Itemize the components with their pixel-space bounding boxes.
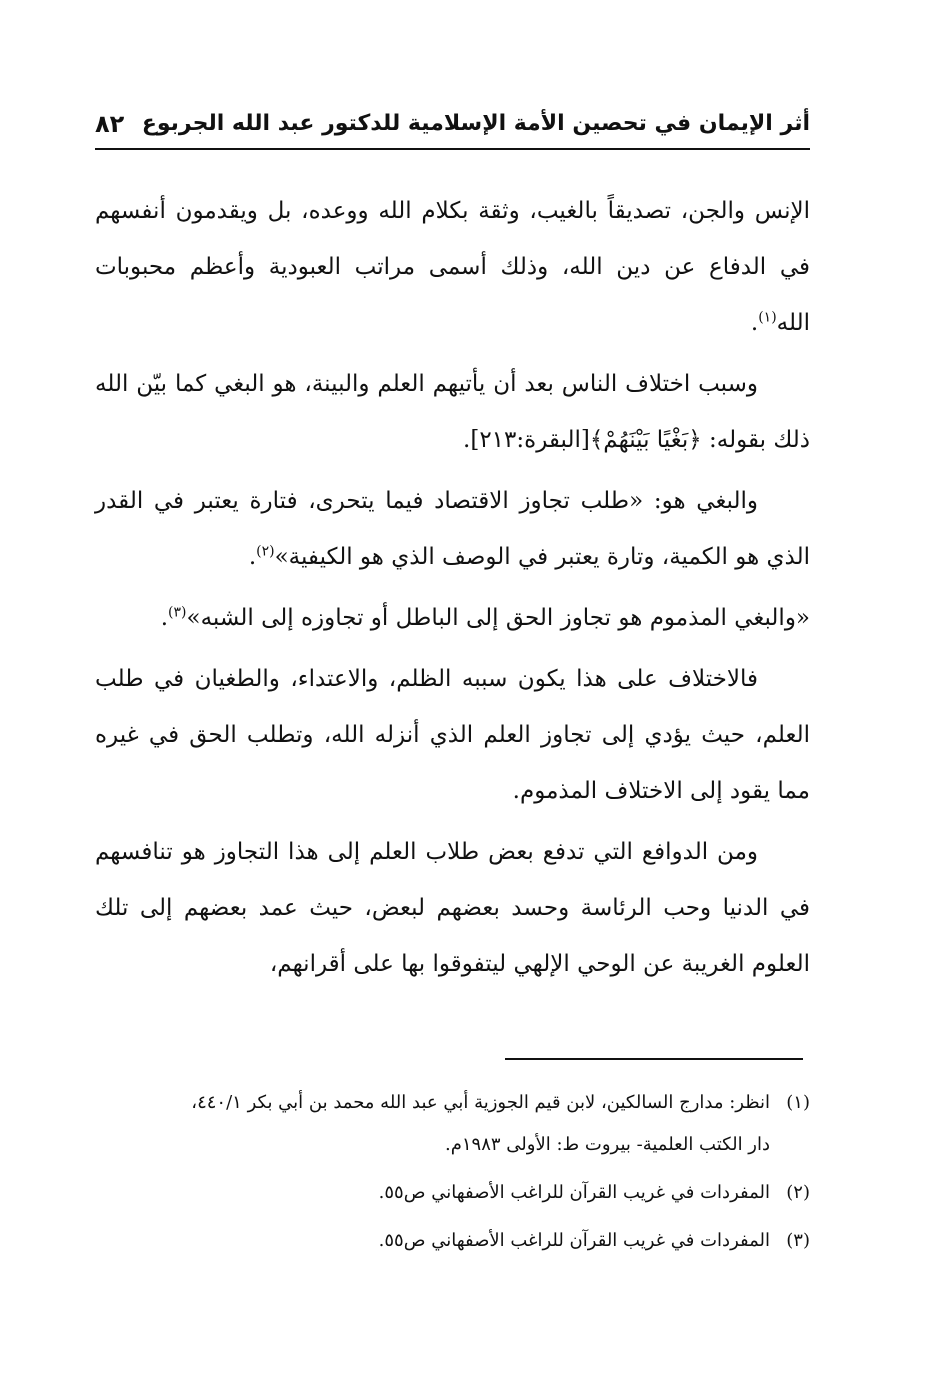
footnote-text: المفردات في غريب القرآن للراغب الأصفهاني ص٥٥. xyxy=(378,1230,770,1251)
paragraph-6: ومن الدوافع التي تدفع بعض طلاب العلم إلى هذا التجاوز هو تنافسهم في الدنيا وحب الرئاسة وحسد بعضهم لبعض، حيث عمد بعضهم إلى تلك العلوم الغريبة عن الوحي الإلهي ليتفوقوا بها على أقرانهم، xyxy=(95,839,810,977)
paragraph-1 xyxy=(95,183,810,351)
paragraph-4 xyxy=(95,590,810,646)
footnotes xyxy=(95,1082,810,1268)
paragraph-3-text: والبغي هو: «طلب تجاوز الاقتصاد فيما يتحرى، فتارة يعتبر في القدر الذي هو الكمية، وتارة يعتبر في الوصف الذي هو الكيفية» xyxy=(95,488,810,570)
footnote-ref-2[interactable]: (٢) xyxy=(256,543,275,560)
paragraph-1-end: . xyxy=(750,310,759,336)
paragraph-2: وسبب اختلاف الناس بعد أن يأتيهم العلم والبينة، هو البغي كما بيّن الله ذلك بقوله: ﴿بَغْيًا بَيْنَهُمْ﴾[البقرة:٢١٣]. xyxy=(95,371,810,453)
footnote-text: انظر: مدارج السالكين، لابن قيم الجوزية أبي عبد الله محمد بن أبي بكر ٤٤٠/١، xyxy=(191,1092,770,1113)
paragraph-4-text: «والبغي المذموم هو تجاوز الحق إلى الباطل أو تجاوزه إلى الشبه» xyxy=(186,605,810,631)
page-number: ٨٢ xyxy=(95,110,125,138)
footnote-number: (١) xyxy=(786,1092,810,1113)
footnote-number: (٣) xyxy=(786,1230,810,1251)
footnote-ref-1[interactable]: (١) xyxy=(758,309,777,326)
footnote-text-continued: دار الكتب العلمية- بيروت ط: الأولى ١٩٨٣م. xyxy=(445,1134,770,1155)
footnote-separator xyxy=(505,1058,803,1060)
footnote-text: المفردات في غريب القرآن للراغب الأصفهاني ص٥٥. xyxy=(378,1182,770,1203)
paragraph-3-end: . xyxy=(248,544,257,570)
running-header xyxy=(95,104,810,150)
paragraph-4-end: . xyxy=(160,605,169,631)
paragraph-5: فالاختلاف على هذا يكون سببه الظلم، والاعتداء، والطغيان في طلب العلم، حيث يؤدي إلى تجاوز العلم الذي أنزله الله، وتطلب الحق في غيره مما يقود إلى الاختلاف المذموم. xyxy=(95,666,810,804)
footnote-ref-3[interactable]: (٣) xyxy=(168,604,187,621)
footnote-number: (٢) xyxy=(786,1182,810,1203)
paragraph-1-text: الإنس والجن، تصديقاً بالغيب، وثقة بكلام الله ووعده، بل ويقدمون أنفسهم في الدفاع عن دين الله، وذلك أسمى مراتب العبودية وأعظم محبوبات الله xyxy=(95,198,810,336)
paragraph-3 xyxy=(95,473,810,585)
running-title: أثر الإيمان في تحصين الأمة الإسلامية للدكتور عبد الله الجربوع xyxy=(141,111,810,136)
main-text xyxy=(95,183,810,997)
footnote-2 xyxy=(95,1172,810,1214)
footnote-1 xyxy=(95,1082,810,1166)
footnote-3 xyxy=(95,1220,810,1262)
